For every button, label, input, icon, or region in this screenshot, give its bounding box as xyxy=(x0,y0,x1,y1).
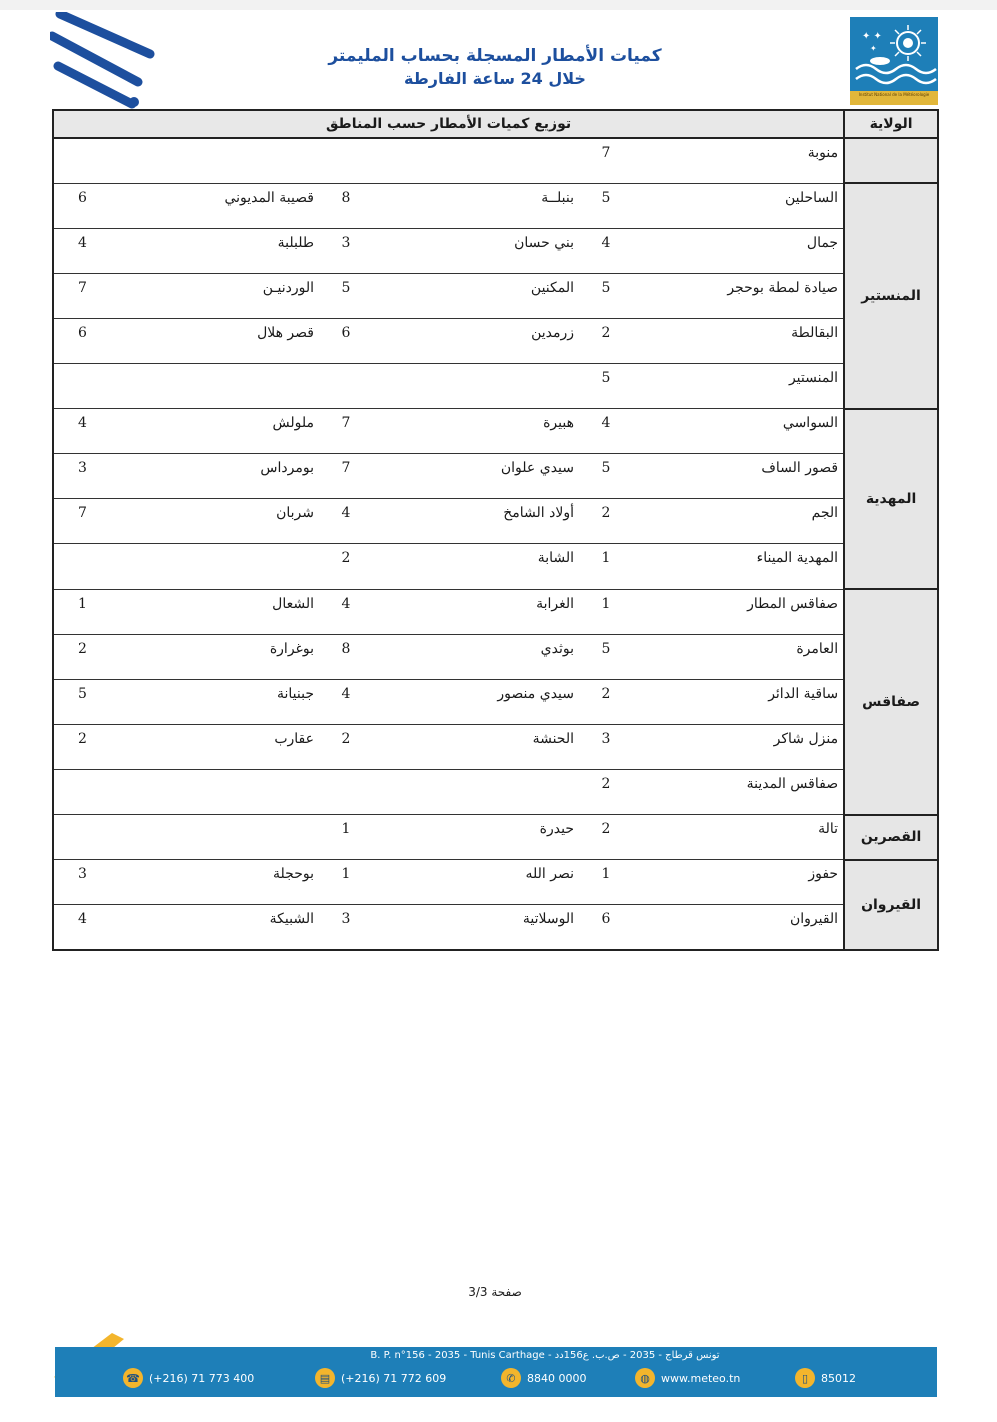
station1-name: صيادة لمطة بوحجر xyxy=(633,273,844,318)
station3-name: بومرداس xyxy=(111,454,319,499)
station3-name: الوردنيـن xyxy=(111,273,319,318)
station3-name: الشعال xyxy=(111,589,319,634)
fax-machine-icon: ▤ xyxy=(315,1368,335,1388)
station1-name: صفاقس المدينة xyxy=(633,770,844,815)
station2-name: أولاد الشامخ xyxy=(373,499,579,544)
contact-website xyxy=(635,1367,740,1389)
station2-value: 2 xyxy=(319,544,373,589)
station3-name xyxy=(111,770,319,815)
station3-value xyxy=(53,770,111,815)
distribution-header: توزيع كميات الأمطار حسب المناطق xyxy=(53,110,844,138)
station1-name: البقالطة xyxy=(633,318,844,363)
svg-text:✦ ✦: ✦ ✦ xyxy=(862,31,882,42)
station1-value: 2 xyxy=(579,318,633,363)
station1-name: منزل شاكر xyxy=(633,724,844,769)
governorate-cell: القيروان xyxy=(844,860,938,950)
station2-name: بوثدي xyxy=(373,634,579,679)
station1-name: العامرة xyxy=(633,634,844,679)
station2-name: هبيرة xyxy=(373,409,579,454)
station2-name: المكنين xyxy=(373,273,579,318)
fax-text: 85012 xyxy=(821,1371,856,1385)
station1-value: 7 xyxy=(579,138,633,183)
mobile-icon: ▯ xyxy=(795,1368,815,1388)
station1-value: 4 xyxy=(579,409,633,454)
table-row xyxy=(53,499,938,544)
station3-name: قصر هلال xyxy=(111,318,319,363)
station2-name: بني حسان xyxy=(373,228,579,273)
station3-name: قصيبة المديوني xyxy=(111,183,319,228)
document-title: كميات الأمطار المسجلة بحساب المليمتر xyxy=(328,46,662,66)
table-row xyxy=(53,544,938,589)
station3-value: 4 xyxy=(53,905,111,950)
station1-value: 2 xyxy=(579,815,633,860)
station2-name: سيدي علوان xyxy=(373,454,579,499)
station3-value: 6 xyxy=(53,183,111,228)
station3-name: عقارب xyxy=(111,724,319,769)
stripes-logo-icon xyxy=(50,12,160,112)
table-row xyxy=(53,364,938,409)
governorate-cell xyxy=(844,138,938,183)
station1-name: حفوز xyxy=(633,860,844,905)
table-row xyxy=(53,770,938,815)
phone2-text: (+216) 71 772 609 xyxy=(341,1371,447,1385)
station1-name: قصور الساف xyxy=(633,454,844,499)
station3-value: 5 xyxy=(53,679,111,724)
station3-value: 4 xyxy=(53,228,111,273)
station1-value: 5 xyxy=(579,454,633,499)
svg-text:✦: ✦ xyxy=(870,44,877,53)
station3-name: طلبلبة xyxy=(111,228,319,273)
phone1-text: (+216) 71 773 400 xyxy=(149,1371,255,1385)
station2-value: 1 xyxy=(319,860,373,905)
contact-fax xyxy=(795,1367,856,1389)
station2-value xyxy=(319,364,373,409)
station3-value: 1 xyxy=(53,589,111,634)
station2-value: 3 xyxy=(319,905,373,950)
station2-name: سيدي منصور xyxy=(373,679,579,724)
station3-name: ملولش xyxy=(111,409,319,454)
station1-name: تالة xyxy=(633,815,844,860)
station3-name xyxy=(111,815,319,860)
station1-value: 5 xyxy=(579,634,633,679)
station3-value: 3 xyxy=(53,860,111,905)
station2-value: 5 xyxy=(319,273,373,318)
station3-value: 3 xyxy=(53,454,111,499)
station2-value: 7 xyxy=(319,409,373,454)
station2-name: الحنشة xyxy=(373,724,579,769)
sun-waves-icon xyxy=(850,17,938,91)
governorate-cell: القصرين xyxy=(844,815,938,860)
station3-name: الشبيكة xyxy=(111,905,319,950)
station3-value: 2 xyxy=(53,724,111,769)
station2-name: زرمدين xyxy=(373,318,579,363)
table-row xyxy=(53,183,938,228)
station3-value: 6 xyxy=(53,318,111,363)
station3-name xyxy=(111,544,319,589)
station3-name: جبنيانة xyxy=(111,679,319,724)
station2-value: 6 xyxy=(319,318,373,363)
station2-value: 4 xyxy=(319,589,373,634)
station1-value: 1 xyxy=(579,860,633,905)
rainfall-table xyxy=(52,109,939,951)
table-row xyxy=(53,679,938,724)
station1-name: صفاقس المطار xyxy=(633,589,844,634)
station2-value: 2 xyxy=(319,724,373,769)
station2-name: حيدرة xyxy=(373,815,579,860)
footer-band xyxy=(55,1347,937,1397)
logo-caption: Institut National de la Météorologie xyxy=(858,92,930,97)
table-row xyxy=(53,905,938,950)
station1-name: المهدية الميناء xyxy=(633,544,844,589)
station1-value: 2 xyxy=(579,770,633,815)
table-row xyxy=(53,138,938,183)
station2-name: الشابة xyxy=(373,544,579,589)
station1-name: الساحلين xyxy=(633,183,844,228)
station2-value: 4 xyxy=(319,679,373,724)
station3-value: 7 xyxy=(53,499,111,544)
document-subtitle: خلال 24 ساعة الفارطة xyxy=(404,69,586,88)
table-row xyxy=(53,318,938,363)
governorate-cell: صفاقس xyxy=(844,589,938,815)
station1-name: الجم xyxy=(633,499,844,544)
station1-value: 1 xyxy=(579,544,633,589)
station3-name xyxy=(111,138,319,183)
contact-green-number xyxy=(501,1367,587,1389)
station1-value: 5 xyxy=(579,364,633,409)
station1-name: ساقية الدائر xyxy=(633,679,844,724)
station3-value xyxy=(53,138,111,183)
station1-name: جمال xyxy=(633,228,844,273)
table-row xyxy=(53,724,938,769)
station2-value xyxy=(319,770,373,815)
station2-value: 8 xyxy=(319,634,373,679)
station2-value: 4 xyxy=(319,499,373,544)
station1-value: 2 xyxy=(579,679,633,724)
table-row xyxy=(53,815,938,860)
table-header-row xyxy=(53,110,938,138)
globe-icon: ◍ xyxy=(635,1368,655,1388)
station1-value: 5 xyxy=(579,273,633,318)
station3-value: 4 xyxy=(53,409,111,454)
table-row xyxy=(53,273,938,318)
station1-name: منوبة xyxy=(633,138,844,183)
station2-value: 3 xyxy=(319,228,373,273)
rainfall-table-body xyxy=(53,138,938,950)
station2-name: نصر الله xyxy=(373,860,579,905)
station1-value: 4 xyxy=(579,228,633,273)
station3-name: بوحجلة xyxy=(111,860,319,905)
station2-value: 7 xyxy=(319,454,373,499)
logo-band xyxy=(850,91,938,105)
station3-name: بوغرارة xyxy=(111,634,319,679)
station2-name: بنبلــة xyxy=(373,183,579,228)
station1-name: السواسي xyxy=(633,409,844,454)
green-number-text: 8840 0000 xyxy=(527,1371,587,1385)
governorate-header: الولاية xyxy=(844,110,938,138)
station1-name: المنستير xyxy=(633,364,844,409)
station2-name xyxy=(373,770,579,815)
governorate-cell: المنستير xyxy=(844,183,938,409)
station3-name: شربان xyxy=(111,499,319,544)
top-bar xyxy=(0,0,997,10)
station2-name: الوسلاتية xyxy=(373,905,579,950)
table-row xyxy=(53,634,938,679)
contact-phone2 xyxy=(315,1367,446,1389)
table-row xyxy=(53,454,938,499)
inm-logo-icon xyxy=(850,17,938,105)
station3-value xyxy=(53,364,111,409)
website-link[interactable]: www.meteo.tn xyxy=(661,1371,741,1385)
table-row xyxy=(53,589,938,634)
page-number: صفحة 3/3 xyxy=(468,1285,522,1299)
station2-value: 1 xyxy=(319,815,373,860)
station1-value: 3 xyxy=(579,724,633,769)
contact-phone1 xyxy=(123,1367,254,1389)
station1-value: 6 xyxy=(579,905,633,950)
station2-name xyxy=(373,138,579,183)
station3-value: 2 xyxy=(53,634,111,679)
station1-name: القيروان xyxy=(633,905,844,950)
station2-value: 8 xyxy=(319,183,373,228)
table-row xyxy=(53,860,938,905)
station3-value xyxy=(53,815,111,860)
footer-address: B. P. n°156 - 2035 - Tunis Carthage - تونس قرطاج - 2035 - ص.ب. ع156دد xyxy=(370,1350,720,1361)
station3-value xyxy=(53,544,111,589)
table-row xyxy=(53,409,938,454)
station1-value: 5 xyxy=(579,183,633,228)
table-row xyxy=(53,228,938,273)
station1-value: 2 xyxy=(579,499,633,544)
station3-value: 7 xyxy=(53,273,111,318)
station2-value xyxy=(319,138,373,183)
station3-name xyxy=(111,364,319,409)
station1-value: 1 xyxy=(579,589,633,634)
handset-icon: ✆ xyxy=(501,1368,521,1388)
governorate-cell: المهدية xyxy=(844,409,938,589)
station2-name: الغرابة xyxy=(373,589,579,634)
phone-icon: ☎ xyxy=(123,1368,143,1388)
station2-name xyxy=(373,364,579,409)
